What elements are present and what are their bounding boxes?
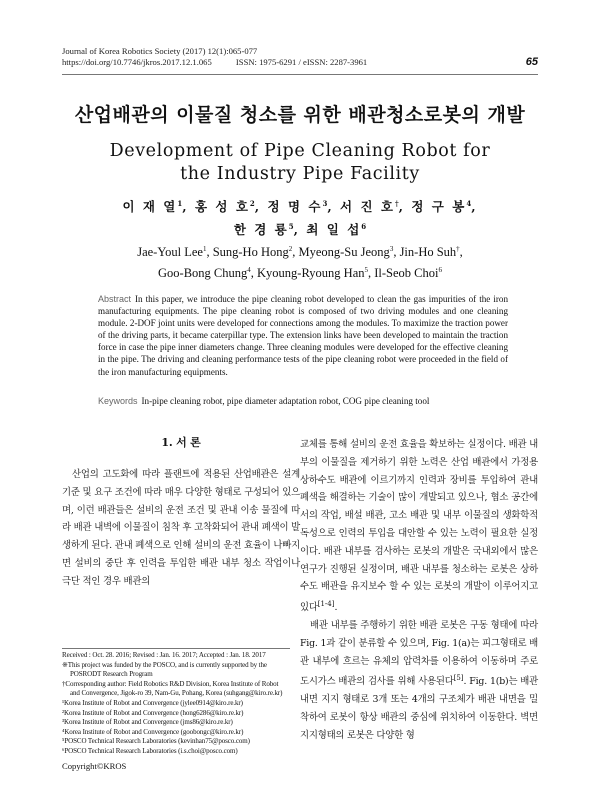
- affiliation: ⁶POSCO Technical Research Laboratories (i.s.choi@posco.com): [62, 746, 238, 755]
- body-paragraph: 배관 내부를 주행하기 위한 배관 로봇은 구동 형태에 따라 Fig. 1과 같이 분류할 수 있으며, Fig. 1(a)는 피그형태로 배관 내부에 흐르는 유체의 압력차를 이용하여 이동하며 주로 도시가스 배관의 검사를 위해 사용된다[5]. Fig. 1(b)는 배관 내면 지지 형태로 3개 또는 4개의 구조체가 배관 내면을 밀착하여 로봇이 항상 배관의 중심에 위치하여 이동한다. 벽면지지형태의 로봇은 다양한 형: [300, 620, 538, 741]
- keywords-text: In-pipe cleaning robot, pipe diameter adaptation robot, COG pipe cleaning tool: [141, 396, 430, 406]
- footnote-divider: [62, 648, 290, 649]
- author-en: Kyoung-Ryoung Han: [257, 266, 365, 281]
- abstract-text: In this paper, we introduce the pipe cleaning robot developed to clean the gas impurities of the iron manufacturing equipments. The pipe cleaning robot is composed of two driving modules and one cleaning module. 2-DOF joint units were developed for connections among the modules. To maximize the traction power of the driving parts, it became caterpillar type. The extension links have been developed to maintain the traction force in case the pipe inner diameters change. Three cleaning modules were developed for the effective cleaning in the pipe. The driving and cleaning performance tests of the pipe cleaning robot were proceeded in the field of the iron manufacturing equipments.: [98, 294, 508, 377]
- author-en: Jae-Youl Lee: [137, 245, 203, 260]
- keywords: [98, 396, 508, 406]
- affiliation: ¹Korea Institute of Robot and Convergence (jylee0914@kiro.re.kr): [62, 698, 243, 707]
- author-en: Myeong-Su Jeong: [298, 245, 390, 260]
- copyright: Copyright©KROS: [62, 761, 127, 771]
- funding-note: ※This project was funded by the POSCO, and is currently supported by the: [62, 660, 267, 669]
- affiliation: ³Korea Institute of Robot and Convergence (jms86@kiro.re.kr): [62, 718, 233, 727]
- author-ko: 서 진 호: [340, 199, 395, 215]
- body-paragraph: 산업의 고도화에 따라 플랜트에 적용된 산업배관은 설계 기준 및 요구 조건에 따라 매우 다양한 형태로 구성되어 있으며, 이런 배관들은 설비의 운전 조건 및 관내 이송 물질에 따라 배관 내벽에 이물질이 침착 후 고착화되어 관내 폐색이 발생하게 된다. 관내 폐색으로 인해 설비의 운전 효율이 나빠지면 설비의 중단 후 인력을 투입한 배관 내부 청소 작업이나 극단 적인 경우 배관의: [62, 469, 300, 587]
- funding-note: POSRODT Research Program: [70, 670, 153, 679]
- affiliation: ⁵POSCO Technical Research Laboratories (kevinhan75@posco.com): [62, 737, 250, 746]
- journal-header: [62, 46, 389, 68]
- author-ko: 정 명 수: [267, 199, 323, 215]
- abstract-label: Abstract: [98, 294, 132, 304]
- corresponding-author: †Corresponding author: Field Robotics R&D Division, Korea Institute of Robot: [62, 679, 279, 688]
- section-heading: 1. 서 론: [161, 436, 201, 449]
- corresponding-author: and Convergence, Jigok-ro 39, Nam-Gu, Pohang, Korea (suhgang@kiro.re.kr): [70, 689, 283, 698]
- keywords-label: Keywords: [98, 396, 138, 406]
- page-number: 65: [525, 56, 538, 68]
- author-en: Goo-Bong Chung: [158, 266, 248, 281]
- title-english-line-1: Development of Pipe Cleaning Robot for: [109, 141, 491, 161]
- author-ko: 홍 성 호: [194, 199, 250, 215]
- author-ko: 정 구 봉: [411, 199, 467, 215]
- author-ko: 한 경 룡: [233, 222, 289, 238]
- title-english-line-2: the Industry Pipe Facility: [180, 164, 420, 184]
- affiliation: ²Korea Institute of Robot and Convergence (hong6286@kiro.re.kr): [62, 708, 244, 717]
- left-column: [62, 436, 300, 591]
- doi-link[interactable]: https://doi.org/10.7746/jkros.2017.12.1.065: [62, 57, 212, 67]
- authors-english: Jae-Youl Lee$^1$, Sung-Ho Hong$^2$, Myeong-Su Jeong$^3$, Jin-Ho Suh†, Goo-Bong Chung$^4$, Kyoung-Ryoung Han$^5$, Il-Seob Choi$^6$: [137, 245, 463, 281]
- right-column: [300, 436, 538, 745]
- abstract: [98, 293, 508, 378]
- author-ko: 이 재 열: [122, 199, 178, 215]
- issn: ISSN: 1975-6291 / eISSN: 2287-3961: [235, 57, 368, 67]
- author-en: Jin-Ho Suh: [399, 245, 457, 260]
- body-paragraph: 교체를 통해 설비의 운전 효율을 확보하는 실정이다. 배관 내부의 이물질을 제거하기 위한 노력은 산업 배관에서 가정용 상하수도 배관에 이르기까지 인력과 장비를 투입하여 관내 폐색을 해결하는 기술이 많이 개발되고 있으나, 협소 공간에서의 작업, 배설 배관, 고소 배관 및 내부 이물질의 생화학적 독성으로 인력의 투입을 대안할 수 있는 노력이 필요한 실정이다. 배관 내부를 검사하는 로봇의 개발은 국내외에서 많은 연구가 진행된 실정이며, 배관 내부를 청소하는 로봇은 상하수도 배관을 유지보수 할 수 있는 로봇의 개발이 이루어지고 있다[1-4].: [300, 439, 538, 614]
- header-divider: [62, 74, 538, 75]
- citation-ref: [1-4]: [317, 600, 335, 609]
- citation-ref: [5]: [453, 674, 464, 683]
- footnotes: [62, 651, 292, 757]
- author-en: Il-Seob Choi: [374, 266, 439, 281]
- authors-korean: 이 재 열$^1$, 홍 성 호$^2$, 정 명 수$^3$, 서 진 호†, 정 구 봉$^4$, 한 경 룡$^5$, 최 일 섭$^6$: [122, 199, 478, 238]
- received-dates: Received : Oct. 28. 2016; Revised : Jan. 16. 2017; Accepted : Jan. 18. 2017: [62, 651, 266, 659]
- author-ko: 최 일 섭: [306, 222, 362, 238]
- author-en: Sung-Ho Hong: [212, 245, 289, 260]
- title-english: [0, 140, 600, 186]
- journal-citation: Journal of Korea Robotics Society (2017) 12(1):065-077: [62, 46, 258, 56]
- affiliation: ⁴Korea Institute of Robot and Convergence (goobongc@kiro.re.kr): [62, 727, 244, 736]
- title-korean: 산업배관의 이물질 청소를 위한 배관청소로봇의 개발: [74, 104, 526, 126]
